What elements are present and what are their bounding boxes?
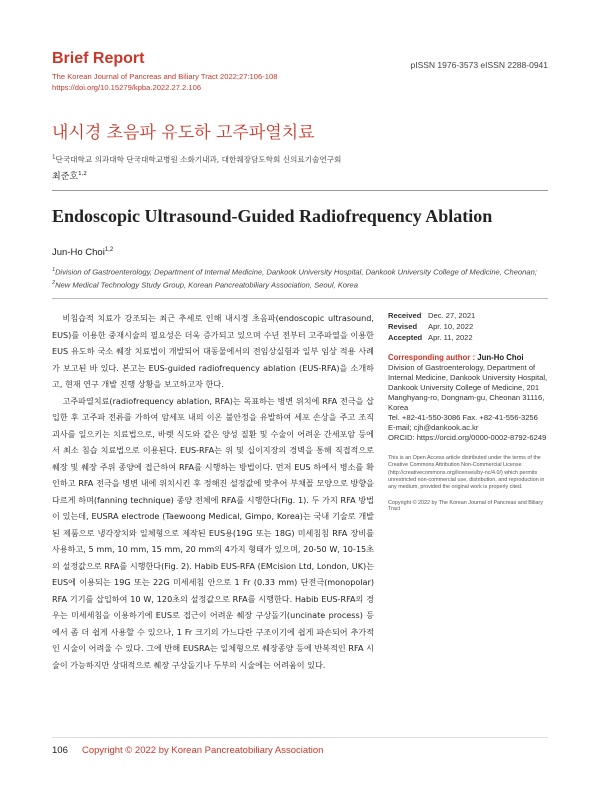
journal-info [52, 71, 277, 93]
english-author-name: Jun-Ho Choi [52, 247, 105, 259]
accepted-label: Accepted [388, 333, 423, 342]
license-note: This is an Open Access article distributed under the terms of the Creative Commons Attribution Non-Commercial License (http://creativecommons.org/licenses/by-nc/4.0/) which permits unrestricted non-commercial use, distribution, and reproduction in any medium, provided the original work is properly cited. [388, 455, 545, 491]
corresponding-author [388, 353, 550, 362]
english-affiliations: $^1$Division of Gastroenterology, Department of Internal Medicine, Dankook University Hospital, Dankook University College of Medicine, Cheonan; $^2$New Medical Technology Study Group, Korean Pancreatobiliary Association, Seoul, Korea [52, 267, 537, 290]
corresponding-orcid[interactable]: ORCID: https://orcid.org/0000-0002-8792-6249 [388, 433, 547, 442]
article-type: Brief Report [52, 50, 145, 67]
corresponding-email[interactable]: E-mail; cjh@dankook.ac.kr [388, 423, 479, 432]
english-affiliation-1: Division of Gastroenterology, Department of Internal Medicine, Dankook University Hospital, Dankook University College of Medicine, Cheonan; [55, 267, 537, 277]
footer-divider [52, 737, 548, 738]
corresponding-name: Jun-Ho Choi [477, 353, 524, 362]
korean-affiliations-text: 단국대학교 의과대학 단국대학교병원 소화기내과, 대한췌장담도학회 신의료기술연구회 [55, 155, 342, 164]
received-date: Dec. 27, 2021 [428, 311, 476, 320]
body-text [52, 310, 374, 673]
corresponding-phone: Tel. +82-41-550-3086 Fax. +82-41-556-3256 [388, 413, 538, 422]
corresponding-label: Corresponding author : [388, 353, 476, 362]
korean-affiliations: $^1$단국대학교 의과대학 단국대학교병원 소화기내과, 대한췌장담도학회 신의료기술연구회 [52, 154, 342, 164]
sidebar-copyright: Copyright © 2022 by The Korean Journal of Pancreas and Biliary Tract [388, 500, 543, 513]
issn: pISSN 1976-3573 eISSN 2288-0941 [410, 60, 548, 70]
paragraph: 비침습적 치료가 강조되는 최근 추세로 인해 내시경 초음파(endoscopic ultrasound, EUS)를 이용한 중재시술의 필요성은 더욱 증가되고 있으며 수년 전부터 고주파열을 이용한 EUS 유도하 국소 췌장 치료법이 개발되어 대동물에서의 전임상실험과 일부 임상 적용 사례가 보고된 바 있다. 본고는 EUS-guided radiofrequency ablation (EUS-RFA)을 소개하고, 현재 연구 개발 진행 상황을 보고하고자 한다. [52, 313, 374, 389]
doi-link[interactable]: https://doi.org/10.15279/kpba.2022.27.2.106 [52, 83, 202, 92]
korean-title: 내시경 초음파 유도하 고주파열치료 [52, 123, 315, 143]
divider [52, 298, 548, 299]
page-number: 106 [52, 745, 68, 756]
article-dates [388, 310, 550, 343]
corresponding-address: Division of Gastroenterology, Department of Internal Medicine, Dankook University Hospital, Dankook University College of Medicine, 201 Manghyang-ro, Dongnam-gu, Cheonan 31116, Korea [388, 363, 548, 412]
article-sidebar [388, 310, 550, 512]
english-title: Endoscopic Ultrasound-Guided Radiofrequency Ablation [52, 206, 493, 226]
corresponding-details [388, 363, 550, 443]
revised-date: Apr. 10, 2022 [428, 322, 474, 331]
accepted-date: Apr. 11, 2022 [428, 333, 473, 342]
korean-author-name: 최준호 [52, 172, 79, 182]
english-author: Jun-Ho Choi$^{1,2}$ [52, 247, 114, 259]
divider [52, 190, 548, 191]
journal-citation: The Korean Journal of Pancreas and Biliary Tract 2022;27:106-108 [52, 72, 278, 81]
paragraph: 고주파열치료(radiofrequency ablation, RFA)는 목표하는 병변 위치에 RFA 전극을 삽입한 후 고주파 전류를 가하여 암세포 내의 이온 불안정을 유발하여 세포 손상을 주고 조직 괴사를 일으키는 치료법으로, 바렛 식도와 같은 양성 질환 및 수술이 어려운 간세포암 등에서 최소 침습 치료법으로 이용된다. EUS-RFA는 위 및 십이지장의 경벽을 통해 직접적으로 췌장 및 췌장 주위 종양에 접근하여 RFA를 시행하는 방법이다. 먼저 EUS 하에서 병소를 확인하고 RFA 전극을 병변 내에 위치시킨 후 정해진 설정값에 맞추어 부채꼴 모양으로 방향을 다르게 하며(fanning technique) 종양 전체에 RFA를 시행한다(Fig. 1). 두 가지 RFA 방법이 있는데, EUSRA electrode (Taewoong Medical, Gimpo, Korea)는 국내 기술로 개발된 제품으로 냉각장치와 일체형으로 제작된 EUS용(19G 또는 18G) 미세침침 RFA 장비를 사용하고, 5 mm, 10 mm, 15 mm, 20 mm의 4가지 형태가 있으며, 20-50 W, 10-15초의 설정값으로 RFA를 시행한다(Fig. 2). Habib EUS-RFA (EMcision Ltd, London, UK)는 EUS에 이용되는 19G 또는 22G 미세세침 안으로 1 Fr (0.33 mm) 단전극(monopolar) RFA 기기를 삽입하여 10 W, 120초의 설정값으로 RFA를 시행한다. Habib EUS-RFA의 경우는 미세세침을 이용하기에 EUS로 접근이 어려운 췌장 구상돌기(uncinate process) 등에서 좀 더 쉽게 사용할 수 있으나, 1 Fr 크기의 가느다란 구조이기에 쉽게 파손되어 추가적인 시술이 어려울 수 있다. 그에 반해 EUSRA는 일체형으로 췌장종양 등에 반복적인 RFA 시술이 가능하지만 상대적으로 췌장 구상돌기나 두부의 시술에는 어려움이 있다. [52, 395, 374, 670]
korean-author: 최준호$^{1,2}$ [52, 171, 87, 182]
english-affiliation-2: New Medical Technology Study Group, Korean Pancreatobiliary Association, Seoul, Korea [55, 280, 358, 290]
footer-copyright: Copyright © 2022 by Korean Pancreatobiliary Association [82, 745, 324, 756]
received-label: Received [388, 311, 422, 320]
revised-label: Revised [388, 322, 418, 331]
